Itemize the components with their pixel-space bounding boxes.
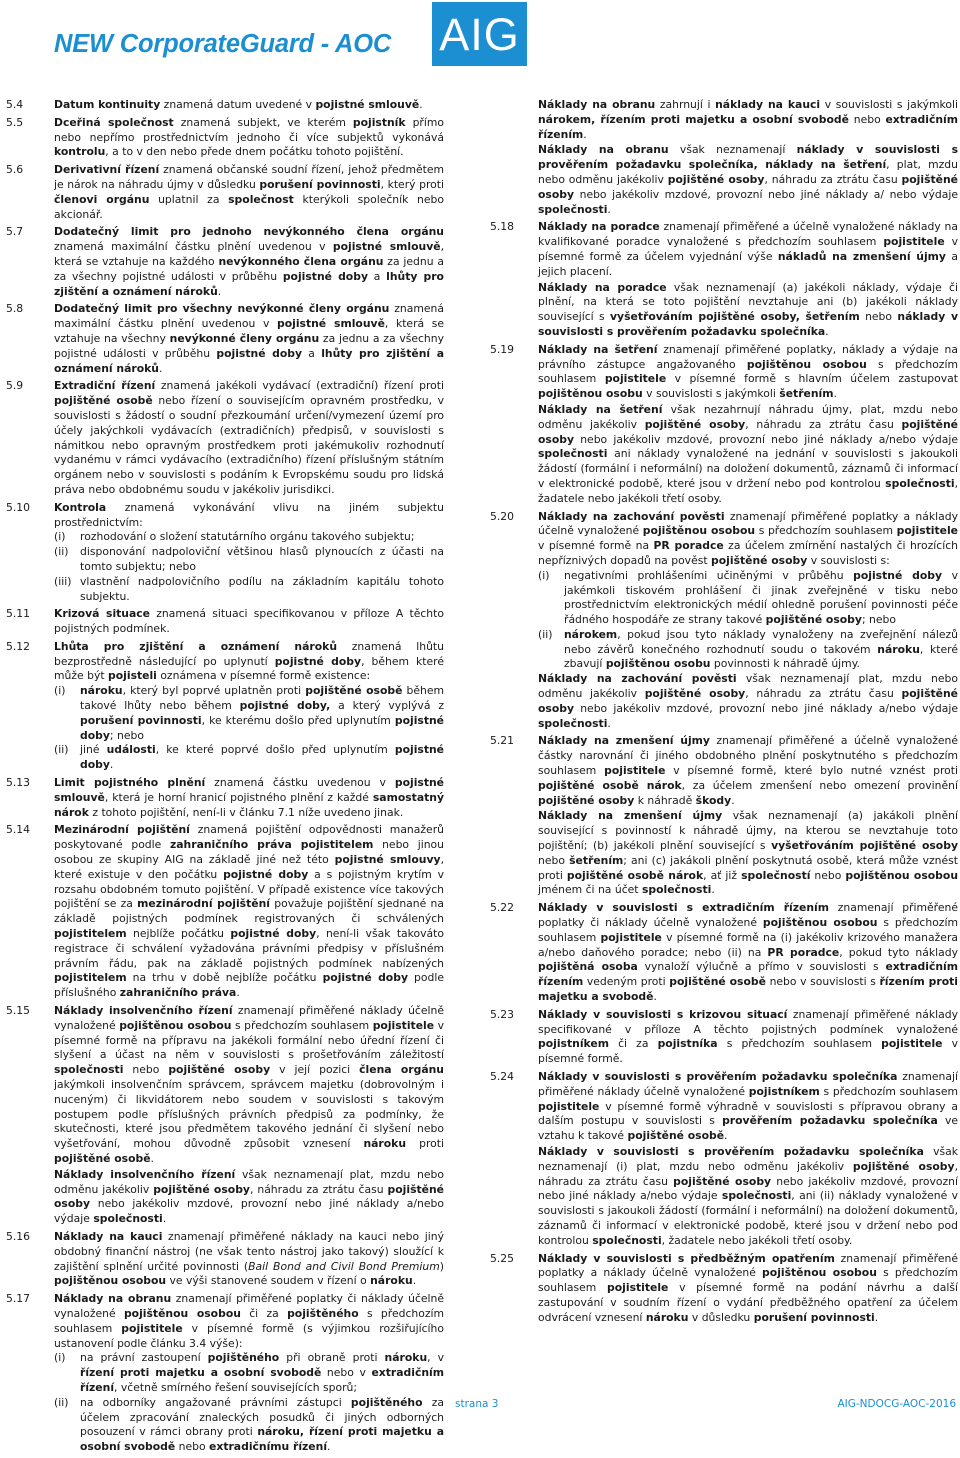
clause [6, 302, 444, 376]
sublist-label: (i) [54, 1351, 66, 1365]
clause-text: Dodatečný limit pro všechny nevýkonné členy orgánu znamená maximální částku plnění uvedenou v pojistné smlouvě, která se vztahuje na všechny nevýkonné členy orgánu za jednu a za všechny pojistné události v průběhu pojistné doby a lhůty pro zjištění a oznámení nároků. [54, 302, 445, 375]
clause-body [538, 901, 958, 1005]
clause-number: 5.18 [490, 220, 515, 234]
clause-number: 5.13 [6, 776, 31, 790]
clause-text: Derivativní řízení znamená občanské soudní řízení, jehož předmětem je nárok na náhradu újmy v důsledku porušení povinnosti, který proti členovi orgánu uplatnil za společnost kterýkoli společník nebo akcionář. [54, 163, 445, 221]
clause-body [54, 379, 444, 497]
clause-text: Náklady na poradce znamenají přiměřené a účelně vynaložené náklady na kvalifikované poradce vynaložené s předchozím souhlasem pojistitele v písemné formě za účelem vyjednání výše nákladů na zmenšení újmy a jejich placení. [538, 220, 959, 278]
clause-text: Náklady v souvislosti s krizovou situací znamenají přiměřené náklady specifikované v příloze A těchto pojistných podmínek vynaložené pojistníkem či za pojistníka s předchozím souhlasem pojistitele v písemné formě. [538, 1007, 958, 1066]
sublist-label: (iii) [54, 574, 72, 588]
clause-body [538, 343, 958, 507]
clause-text: Náklady v souvislosti s prověřením požadavku společníka však neznamenají (i) plat, mzdu nebo odměnu jakékoliv pojištěné osoby, náhradu za ztrátu času pojištěné osoby nebo jakékoliv mzdové, provozní nebo jiné náklady a/nebo výdaje společnosti, ani (ii) náklady vynaložené v souvislosti s jakoukoli žádostí (formální i neformální) na doložení dokumentů, záznamů či informací v elektronické podobě, které jsou v držení nebo pod kontrolou společnosti, žadatele nebo jakékoli třetí osoby. [538, 1144, 958, 1247]
clause-text: Náklady na poradce však neznamenají (a) jakékoli náklady, výdaje či plnění, na která se toto pojištění nevztahuje ani (b) jakékoli náklady související s vyšetřováním pojištěné osoby, šetřením nebo náklady v souvislosti s prověřením požadavku společníka. [538, 280, 959, 338]
clause-number: 5.11 [6, 607, 31, 621]
clause-number: 5.19 [490, 342, 515, 356]
sublist-text: jiné události, ke které poprvé došlo před uplynutím pojistné doby. [80, 743, 444, 772]
right-column [490, 98, 958, 1329]
sublist-text: na odborníky angažované právními zástupci pojištěného za účelem zpracování znaleckých posudků či jiných odborných posouzení v rámci obrany proti nároku, řízení proti majetku a osobní svobodě nebo extradičnímu řízení. [80, 1395, 444, 1454]
sublist-item [54, 684, 444, 743]
clause-text: Náklady na zachování pověsti znamenají přiměřené poplatky a náklady účelně vynaložené pojištěnou osobou s předchozím souhlasem pojistitele v písemné formě na PR poradce za účelem zmírnění nastalých či hrozících nepříznivých dopadů na pověst pojištěné osoby v souvislosti s: [538, 509, 959, 567]
clause-text: Náklady v souvislosti s extradičním řízením znamenají přiměřené poplatky či náklady účelně vynaložené pojištěnou osobou s předchozím souhlasem pojistitele v písemné formě na (i) jakékoliv krizového manažera a/nebo daňového poradce; nebo (ii) na PR poradce, pokud tyto náklady pojištěná osoba vynaloží výlučně a přímo v souvislosti s extradičním řízením vedeným proti pojištěné osobě nebo v souvislosti s řízením proti majetku a svobodě. [538, 901, 959, 1004]
sublist-item [54, 530, 444, 545]
clause-number: 5.24 [490, 1070, 515, 1083]
clause-text: Extradiční řízení znamená jakékoli vydávací (extradiční) řízení proti pojištěné osobě nebo řízení o souvisejícím opravném prostředku, v souvislosti s žádostí o soudní přezkoumání určení/vymezení území pro účely jakýchkoli vydávacích (extradičních) předpisů, v souvislosti s námitkou nebo opravným prostředkem proti jakémukoliv rozhodnutí vydanému v rámci vydávacího (extradičního) řízení příslušným státním orgánem nebo v souvislosti s podáním k Evropskému soudu pro lidská práva nebo obdobnému soudu v jakékoliv jurisdikci. [54, 379, 444, 496]
clause-body [54, 607, 444, 637]
clause-body [54, 98, 444, 113]
clause [490, 220, 958, 339]
clause [6, 1004, 444, 1227]
clause-body [54, 1292, 444, 1455]
clause-body [54, 116, 444, 160]
clause-text: Datum kontinuity znamená datum uvedené v pojistné smlouvě. [54, 98, 423, 111]
clause-body [54, 163, 444, 222]
clause [6, 163, 444, 222]
clause-number: 5.22 [490, 901, 515, 915]
sublist-label: (ii) [54, 743, 69, 757]
document-title: NEW CorporateGuard - AOC [54, 30, 392, 58]
clause-body [538, 1008, 958, 1067]
clause [6, 607, 444, 637]
sublist-item [54, 575, 444, 605]
clause-number [490, 98, 538, 217]
clause-text: Náklady na obranu znamenají přiměřené poplatky či náklady účelně vynaložené pojištěnou osobou či za pojištěného s předchozím souhlasem pojistitele v písemné formě (s výjimkou rozšiřujícího ustanovení podle článku 3.4 výše): [54, 1292, 445, 1350]
clause-text: Mezinárodní pojištění znamená pojištění odpovědnosti manažerů poskytované podle zahraničního práva pojistitelem nebo jinou osobou ze skupiny AIG na základě jiné než této pojistné smlouvy, které existuje v den počátku pojistné doby a s pojistným krytím v rozsahu obdobném tomuto pojištění. V případě existence více takových pojištění se za mezinárodní pojištění považuje pojištění sjednané na základě pojistných podmínek registrovaných či schválených pojistitelem nejblíže počátku pojistné doby, není-li však takováto registrace či schválení vyžadována právními předpisy v příslušném právním řádu, pak na základě pojistných podmínek nabízených pojistitelem na trhu v době nejblíže počátku pojistné doby podle příslušného zahraničního práva. [54, 823, 444, 1000]
clause [490, 343, 958, 507]
left-column [6, 98, 444, 1458]
clause-text: Krizová situace znamená situaci specifikovanou v příloze A těchto pojistných podmínek. [54, 607, 444, 636]
clause-text: Kontrola znamená vykonávání vlivu na jiném subjektu prostřednictvím: [54, 500, 444, 529]
clause-number: 5.8 [6, 302, 24, 316]
clause-sublist [54, 530, 444, 604]
clause-text: Náklady na kauci znamenají přiměřené náklady na kauci nebo jiný obdobný finanční nástroj (ne však tento nástroj jako takový) sloužící k zajištění splnění určité povinnosti (Bail Bond and Civil Bond Premium) pojištěnou osobou ve výši stanovené soudem v řízení o nároku. [54, 1229, 445, 1288]
clause-body [538, 1070, 958, 1249]
clause [490, 1252, 958, 1326]
aig-logo [432, 2, 527, 66]
sublist-label: (ii) [538, 627, 553, 641]
sublist-text: rozhodování o složení statutárního orgánu takového subjektu; [80, 530, 415, 544]
clause-number: 5.10 [6, 500, 31, 514]
sublist-item [538, 628, 958, 672]
clause-number: 5.5 [6, 115, 24, 129]
clause [6, 116, 444, 160]
clause [490, 1070, 958, 1249]
clause-text: Náklady na šetření však nezahrnují náhradu újmy, plat, mzdu nebo odměnu jakékoliv pojištěné osoby, náhradu za ztrátu času pojištěné osoby nebo jakékoliv mzdové, provozní nebo jiné náklady a/nebo výdaje společnosti ani náklady vynaložené na jednání v souvislosti s jakoukoli žádostí (formální i neformální) na doložení dokumentů, záznamů či informací v elektronické podobě, které jsou v držení nebo pod kontrolou společnosti, žadatele nebo jakékoli třetí osoby. [538, 402, 958, 505]
clause [6, 501, 444, 605]
sublist-label: (i) [54, 530, 66, 544]
sublist-item [54, 1351, 444, 1395]
clause-number: 5.23 [490, 1007, 515, 1021]
clause [6, 1292, 444, 1455]
clause-number: 5.20 [490, 509, 515, 523]
clause [490, 1008, 958, 1067]
clause-body [54, 302, 444, 376]
clause [6, 823, 444, 1001]
sublist-text: nároku, který byl poprvé uplatněn proti pojištěné osobě během takové lhůty nebo během pojistné doby, a který vyplývá z porušení povinnosti, ke kterému došlo před uplynutím pojistné doby; nebo [80, 684, 444, 742]
sublist-item [54, 743, 444, 773]
clause-number: 5.4 [6, 98, 24, 111]
clause-body [538, 220, 958, 339]
clause [490, 901, 958, 1005]
sublist-label: (ii) [54, 545, 69, 559]
sublist-label: (i) [538, 568, 550, 582]
sublist-text: nárokem, pokud jsou tyto náklady vynaloženy na zveřejnění nálezů nebo závěrů konečného rozhodnutí soudu o takovém nároku, které zbavují pojištěnou osobu povinnosti k náhradě újmy. [564, 627, 959, 671]
clause-body [54, 640, 444, 773]
page-header [0, 0, 960, 80]
clause-body [54, 501, 444, 605]
sublist-text: negativními prohlášeními učiněnými v průběhu pojistné doby v jakémkoli tiskovém prohlášení či jinak zveřejněné v tisku nebo prostřednictvím elektronických médií ohledně porušení povinnosti péče řádného hospodáře ze strany takové pojištěné osoby; nebo [564, 568, 958, 627]
clause-number: 5.25 [490, 1251, 515, 1265]
clause-number: 5.12 [6, 639, 31, 653]
sublist-label: (ii) [54, 1395, 69, 1409]
clause-text: Náklady v souvislosti s prověřením požadavku společníka znamenají přiměřené náklady účelně vynaložené pojistníkem s předchozím souhlasem pojistitele v písemné formě výhradně v souvislosti s přípravou obrany a dalším postupu v souvislosti s prověřením požadavku společníka ve vztahu k takové pojištěné osobě. [538, 1070, 958, 1143]
clause-body [54, 1004, 444, 1227]
clause-body [538, 1252, 958, 1326]
clause-text: Náklady insolvenčního řízení znamenají přiměřené náklady účelně vynaložené pojištěnou osobou s předchozím souhlasem pojistitele v písemné formě na přípravu na jakékoli formální nebo úřední řízení či slyšení a účast na něm v souvislosti s prošetřováním záležitostí společnosti nebo pojištěné osoby v její pozici člena orgánu jakýmkoli insolvenčním správcem, správcem majetku (dobrovolným i nuceným) či likvidátorem nebo soudem v souvislosti s takovým postupem podle příslušných právních předpisů za podmínky, že skutečnosti, které jsou předmětem takového jednání či slyšení nebo vyšetřování, mohou důvodně způsobit vznesení nároku proti pojištěné osobě. [54, 1004, 445, 1165]
clause-number: 5.14 [6, 823, 31, 837]
clause [490, 510, 958, 732]
sublist-text: vlastnění nadpolovičního podílu na základním kapitálu tohoto subjektu. [80, 574, 444, 603]
clause-sublist [54, 684, 444, 773]
sublist-label: (i) [54, 684, 66, 698]
clause-number: 5.6 [6, 163, 24, 177]
clause-text: Náklady na zmenšení újmy znamenají přiměřené a účelně vynaložené částky narovnání či jiného obdobného plnění poskytnutého s předchozím souhlasem pojistitele v písemné formě, které bylo nutné vznést proti pojištěné osobě nárok, za účelem zmenšení nebo omezení provinění pojištěné osoby k náhradě škody. [538, 734, 958, 807]
clause-text: Dodatečný limit pro jednoho nevýkonného člena orgánu znamená maximální částku plnění uvedenou v pojistné smlouvě, která se vztahuje na každého nevýkonného člena orgánu za jednu a za všechny pojistné události v průběhu pojistné doby a lhůty pro zjištění a oznámení nároků. [54, 225, 444, 298]
clause [490, 734, 958, 898]
clause-body [538, 734, 958, 898]
clause-text: Lhůta pro zjištění a oznámení nároků znamená lhůtu bezprostředně následující po uplynutí pojistné doby, během které může být pojisteli oznámena v písemné formě existence: [54, 639, 445, 683]
clause-text: Dceřiná společnost znamená subjekt, ve kterém pojistník přímo nebo nepřímo prostřednictvím jednoho či více subjektů vykonává kontrolu, a to v den nebo přede dnem počátku tohoto pojištění. [54, 115, 444, 159]
clause-text: Náklady na zachování pověsti však neznamenají plat, mzdu nebo odměnu jakékoliv pojištěné osoby, náhradu za ztrátu času pojištěné osoby nebo jakékoliv mzdové, provozní nebo jiné náklady a/nebo výdaje společnosti. [538, 672, 958, 730]
sublist-text: na právní zastoupení pojištěného při obraně proti nároku, v řízení proti majetku a osobní svobodě nebo v extradičním řízení, včetně smírného řešení souvisejících sporů; [80, 1351, 444, 1394]
clause-body [54, 1230, 444, 1289]
clause-body [538, 98, 958, 217]
clause-number: 5.15 [6, 1004, 31, 1018]
clause [490, 98, 958, 217]
clause [6, 379, 444, 497]
clause-text: Náklady na šetření znamenají přiměřené poplatky, náklady a výdaje na právního zástupce angažovaného pojištěnou osobou s předchozím souhlasem pojistitele v písemné formě s hlavním účelem zastupovat pojištěnou osobu v souvislosti s jakýmkoli šetřením. [538, 342, 959, 401]
logo-text: AIG [439, 8, 520, 60]
clause [6, 640, 444, 773]
clause-sublist [538, 569, 958, 673]
clause-body [54, 776, 444, 820]
sublist-text: disponování nadpoloviční většinou hlasů plynoucích z účasti na tomto subjektu; nebo [80, 545, 444, 573]
clause-text: Náklady v souvislosti s předběžným opatřením znamenají přiměřené poplatky a náklady účelně vynaložené pojištěnou osobou s předchozím souhlasem pojistitele v písemné formě na podání návrhu a další zastupování v soudním řízení o vydání předběžného opatření za účelem odvrácení vznesení nároku v důsledku porušení povinnosti. [538, 1251, 959, 1324]
clause-number: 5.17 [6, 1292, 31, 1306]
page-footer [0, 1396, 960, 1416]
clause [6, 776, 444, 820]
clause-number: 5.9 [6, 379, 24, 393]
clause-text: Náklady na obranu však neznamenají náklady v souvislosti s prověřením požadavku společníka, náklady na šetření, plat, mzdu nebo odměnu jakékoliv pojištěné osoby, náhradu za ztrátu času pojištěné osoby nebo jakékoliv mzdové, provozní nebo jiné náklady a/ nebo výdaje společnosti. [538, 143, 959, 216]
sublist-item [54, 545, 444, 575]
clause-text: Náklady na zmenšení újmy však neznamenají (a) jakákoli plnění související s povinností k náhradě újmy, na kterou se nevztahuje toto pojištění; (b) jakékoli plnění související s vyšetřováním pojištěné osoby nebo šetřením; ani (c) jakákoli plnění poskytnutá osobě, která může vznést proti pojištěné osobě nárok, ať již společností nebo pojištěnou osobou jménem či na účet společnosti. [538, 809, 959, 897]
clause-number: 5.16 [6, 1229, 31, 1243]
clause [6, 1230, 444, 1289]
clause-number: 5.7 [6, 225, 24, 239]
clause-body [54, 225, 444, 299]
sublist-item [538, 569, 958, 628]
clause [6, 225, 444, 299]
document-code: AIG-NDOCG-AOC-2016 [837, 1398, 956, 1410]
clause [6, 98, 444, 113]
page-number: strana 3 [455, 1398, 499, 1410]
clause-text: Náklady insolvenčního řízení však neznamenají plat, mzdu nebo odměnu jakékoliv pojištěné osoby, náhradu za ztrátu času pojištěné osoby nebo jakékoliv mzdové, provozní nebo jiné náklady a/nebo výdaje společnosti. [54, 1167, 444, 1226]
clause-number: 5.21 [490, 734, 515, 748]
clause-body [538, 510, 958, 732]
clause-text: Limit pojistného plnění znamená částku uvedenou v pojistné smlouvě, která je horní hranicí pojistného plnění z každé samostatný nárok z tohoto pojištění, není-li v článku 7.1 níže uvedeno jinak. [54, 776, 444, 819]
clause-text: Náklady na obranu zahrnují i náklady na kauci v souvislosti s jakýmkoli nárokem, řízením proti majetku a osobní svobodě nebo extradičním řízením. [538, 98, 959, 141]
clause-body [54, 823, 444, 1001]
